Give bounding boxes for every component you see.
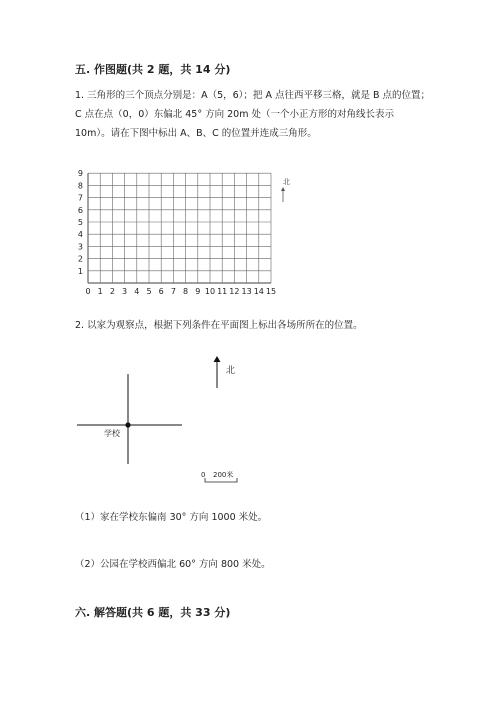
school-point <box>125 422 130 427</box>
grid-x-tick-label: 9 <box>195 287 201 296</box>
grid-y-tick-label: 7 <box>77 193 83 203</box>
grid-x-tick-label: 12 <box>229 287 240 296</box>
question-2-item-1: （1）家在学校东偏南 30° 方向 1000 米处。 <box>75 512 268 523</box>
grid-y-tick-label: 3 <box>77 242 83 252</box>
grid-x-tick-label: 15 <box>265 287 277 296</box>
section-heading-6: 六. 解答题(共 6 题，共 33 分) <box>75 606 231 619</box>
scale-label: 200米 <box>213 471 234 479</box>
grid-x-tick-label: 11 <box>217 287 228 296</box>
grid-x-tick-label: 2 <box>109 287 115 296</box>
grid-y-tick-label: 2 <box>77 254 83 264</box>
grid-y-tick-label: 9 <box>77 169 83 179</box>
question-2-item-2: （2）公园在学校西偏北 60° 方向 800 米处。 <box>75 559 271 570</box>
section-heading: 五. 作图题(共 2 题，共 14 分) <box>75 63 231 76</box>
grid-north-label: 北 <box>283 178 290 186</box>
question-1-line-1: 1. 三角形的三个顶点分别是：A（5，6）；把 A 点往西平移三格，就是 B 点的位置； <box>75 90 431 101</box>
grid-x-tick-label: 4 <box>134 287 140 296</box>
grid-y-tick-label: 8 <box>77 181 83 191</box>
grid-y-tick-label: 5 <box>77 218 83 227</box>
grid-x-tick-label: 14 <box>253 287 264 296</box>
grid-x-tick-label: 7 <box>170 287 176 296</box>
grid-y-tick-label: 1 <box>77 266 83 276</box>
grid-x-tick-label: 8 <box>183 287 189 296</box>
question-1-line-2: C 点在点（0，0）东偏北 45° 方向 20m 处（一个小正方形的对角线长表示 <box>75 109 395 120</box>
question-2-intro: 2. 以家为观察点，根据下列条件在平面图上标出各场所所在的位置。 <box>75 320 363 331</box>
north-label: 北 <box>226 366 236 376</box>
grid-x-tick-label: 1 <box>97 287 103 296</box>
grid-y-tick-label: 6 <box>77 205 83 215</box>
grid-x-tick-label: 3 <box>122 287 128 296</box>
question-1-line-3: 10m）。请在下图中标出 A、B、C 的位置并连成三角形。 <box>75 128 317 139</box>
grid-x-tick-label: 6 <box>158 287 164 296</box>
grid-x-tick-label: 0 <box>85 287 91 296</box>
school-label: 学校 <box>104 429 120 438</box>
grid-y-tick-label: 4 <box>77 230 83 240</box>
grid-x-tick-label: 13 <box>241 287 252 296</box>
grid-x-tick-label: 5 <box>146 287 152 296</box>
scale-zero-label: 0 <box>201 471 206 479</box>
grid-north-arrowhead <box>281 187 285 191</box>
north-arrow-head <box>214 356 221 362</box>
grid-lines <box>88 173 271 283</box>
grid-x-tick-label: 10 <box>204 287 216 296</box>
